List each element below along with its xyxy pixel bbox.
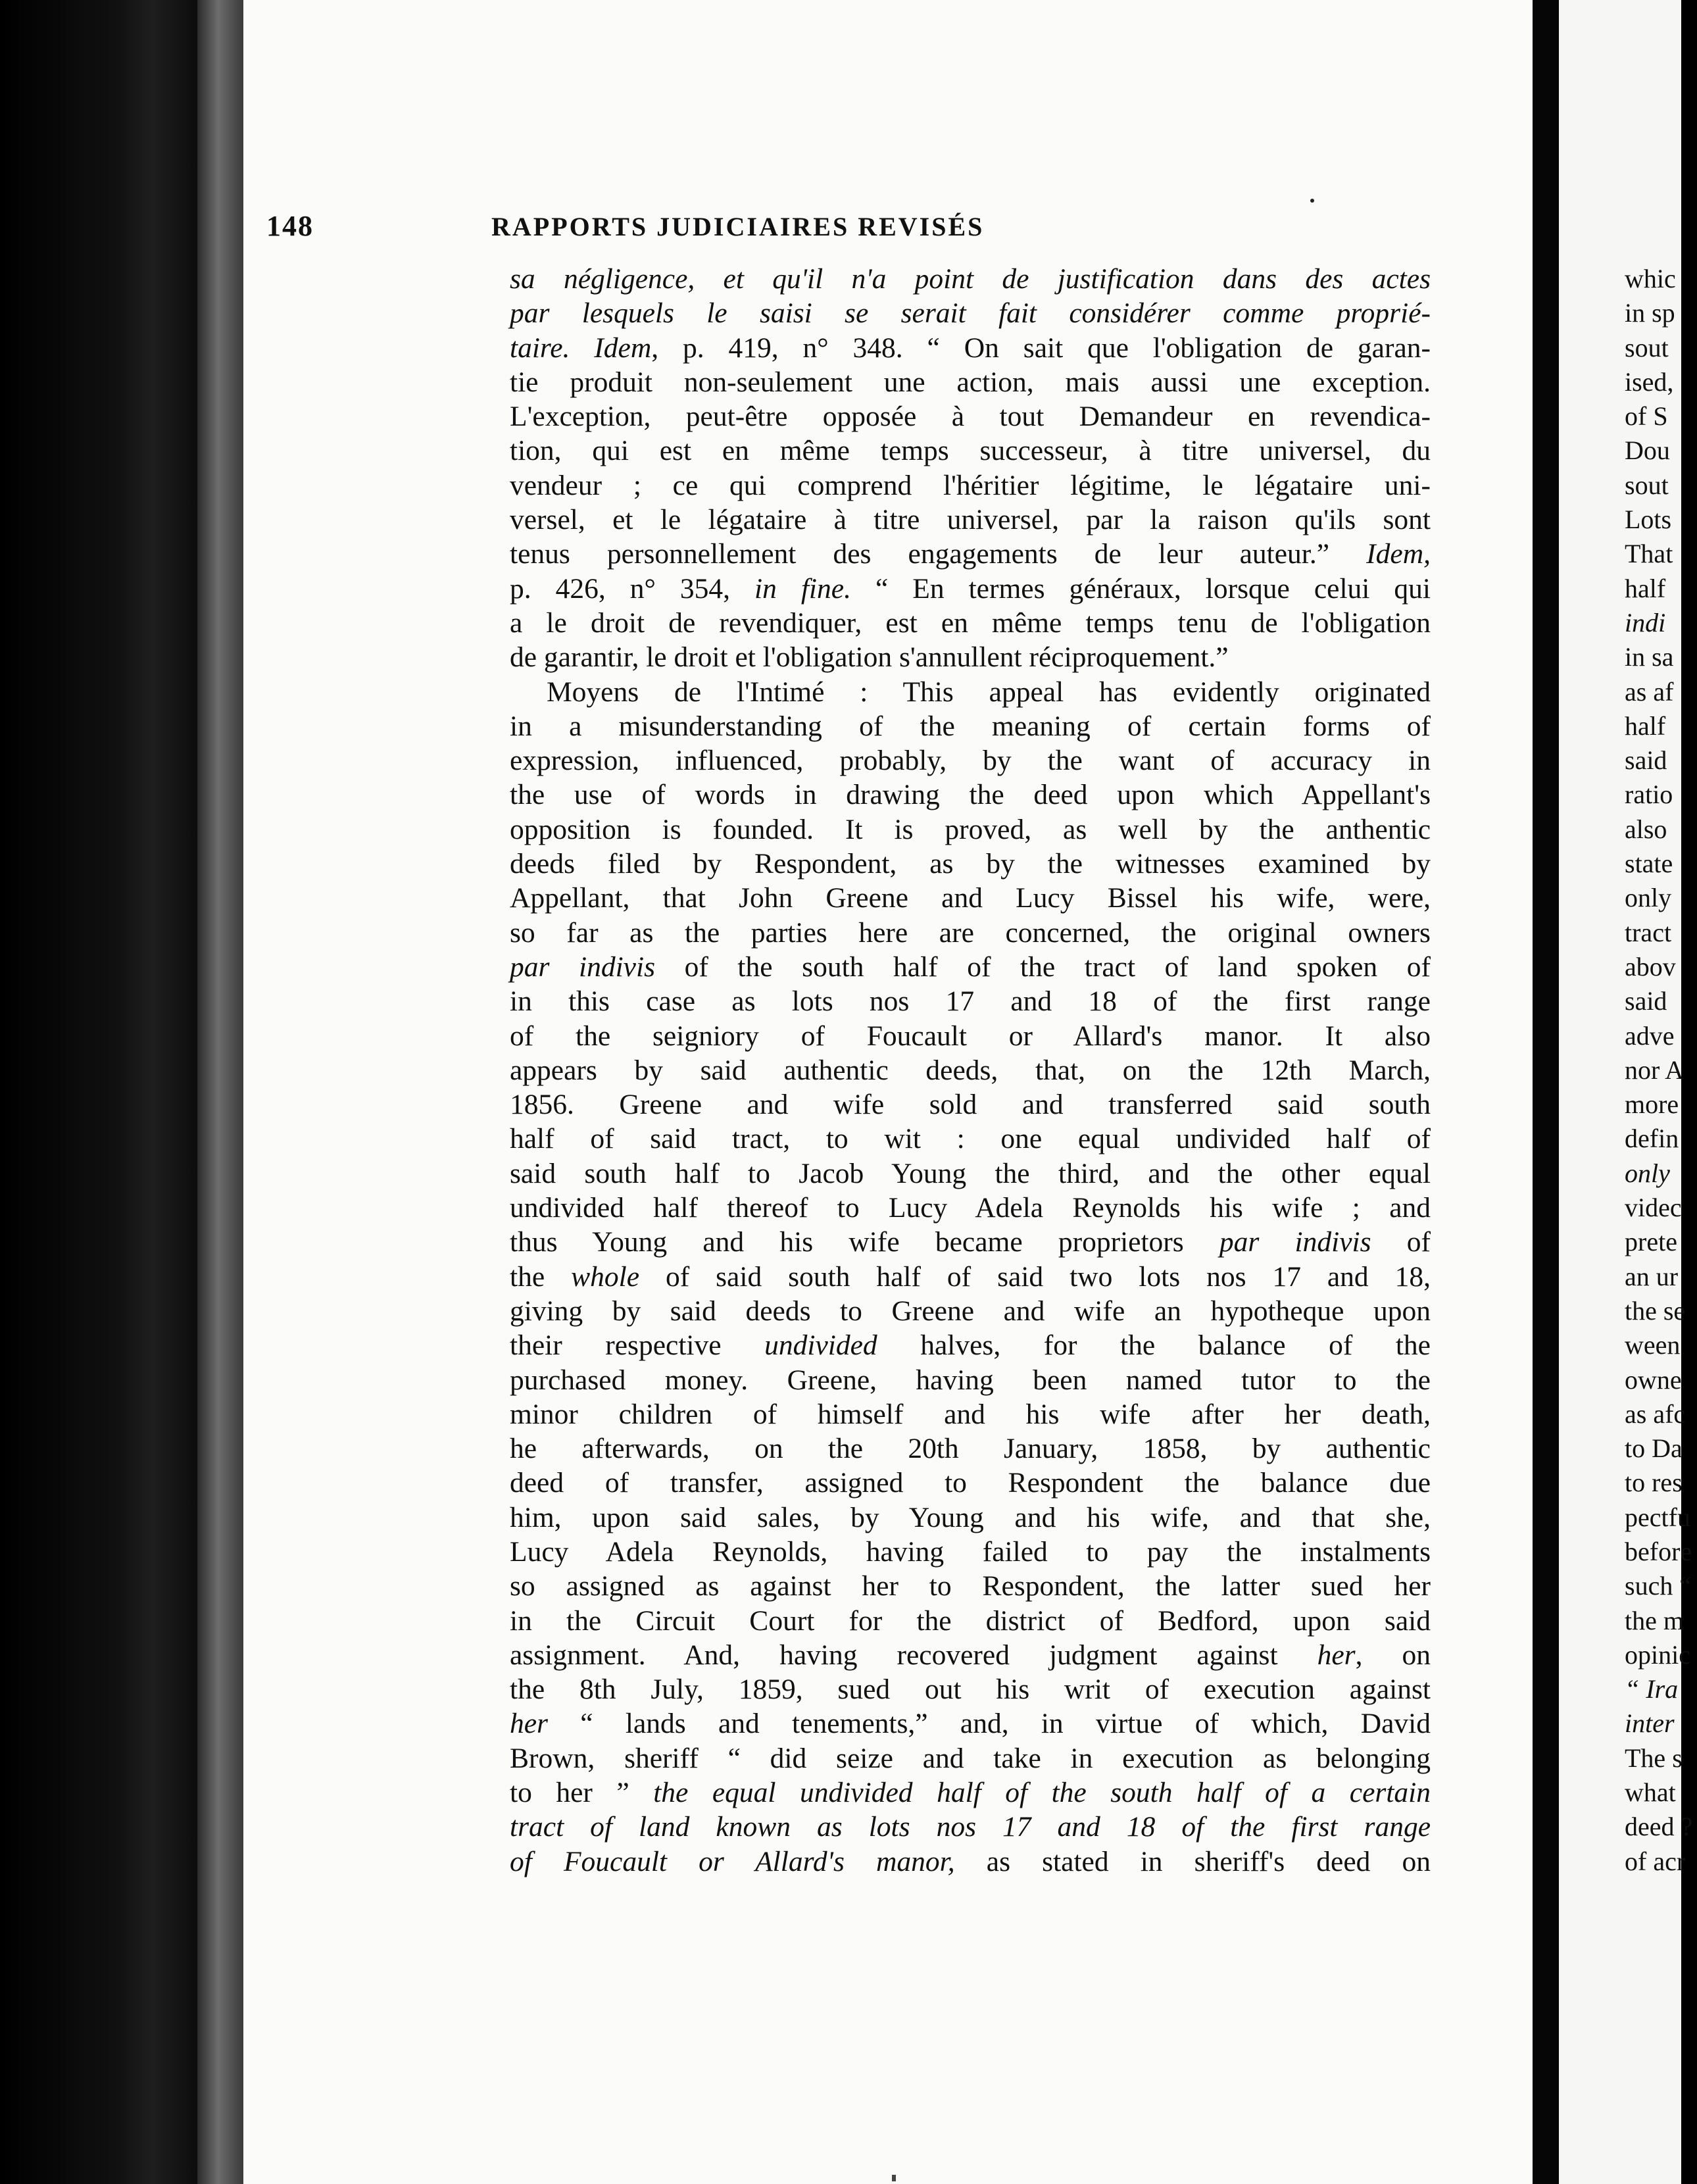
text-line (510, 1775, 1431, 1810)
page-number: 148 (266, 210, 314, 242)
text-segment: thus Young and his wife became proprietors (510, 1226, 1219, 1258)
right-page-fragment: The s (1625, 1743, 1683, 1773)
text-line: Lucy Adela Reynolds, having failed to pay the instalments (510, 1535, 1431, 1568)
right-page-fragment: “ Ira (1625, 1674, 1679, 1704)
right-page-fragment: indi (1625, 607, 1666, 637)
text-line: Appellant, that John Greene and Lucy Bissel his wife, were, (510, 882, 1431, 914)
right-page-fragment: whic (1625, 264, 1676, 293)
right-page-fragment: in sa (1625, 642, 1674, 672)
text-segment: tenus personnellement des engagements de leur auteur.” (510, 538, 1367, 570)
text-segment: halves, for the balance of the (877, 1329, 1431, 1362)
right-page-fragment: nor A (1625, 1055, 1684, 1085)
text-segment: “ lands and tenements,” and, in virtue of which, David (548, 1708, 1431, 1740)
text-line: par lesquels le saisi se serait fait considérer comme proprié- (510, 297, 1431, 330)
text-line: versel, et le légataire à titre universel, par la raison qu'ils sont (510, 504, 1431, 536)
right-page-fragment: in sp (1625, 298, 1675, 328)
text-segment: par indivis (510, 951, 656, 983)
text-line: expression, influenced, probably, by the want of accuracy in (510, 745, 1431, 777)
text-line (510, 1706, 1431, 1741)
text-segment: her (510, 1708, 548, 1740)
text-line: de garantir, le droit et l'obligation s'annullent réciproquement.” (510, 641, 1229, 674)
text-line: so assigned as against her to Respondent, the latter sued her (510, 1570, 1431, 1602)
text-line: deed of transfer, assigned to Respondent the balance due (510, 1467, 1431, 1499)
text-line: tie produit non-seulement une action, mais aussi une exception. (510, 366, 1431, 398)
text-line: 1856. Greene and wife sold and transferred said south (510, 1089, 1431, 1121)
text-segment: in fine. (754, 572, 851, 605)
right-page-fragment: an ur (1625, 1261, 1679, 1291)
right-page-fragment: opinic (1625, 1639, 1690, 1670)
text-line: the 8th July, 1859, sued out his writ of execution against (510, 1674, 1431, 1706)
text-line: minor children of himself and his wife after her death, (510, 1398, 1431, 1430)
text-segment: of the south half of the tract of land spoken of (655, 951, 1431, 983)
text-segment: of (1371, 1226, 1431, 1258)
text-line: half of said tract, to wit : one equal undivided half of (510, 1123, 1431, 1155)
text-segment: of Foucault or Allard's manor, (510, 1845, 955, 1877)
right-page-fragment: half (1625, 710, 1666, 741)
right-page-fragment: ratio (1625, 780, 1673, 810)
book-spine-shadow (0, 0, 217, 2184)
text-line: sa négligence, et qu'il n'a point de justification dans des actes (510, 263, 1431, 295)
text-line: Moyens de l'Intimé : This appeal has evidently originated (547, 676, 1431, 708)
text-segment: taire. Idem (510, 332, 652, 364)
right-page-fragment: only (1625, 1158, 1670, 1188)
text-line: in a misunderstanding of the meaning of certain forms of (510, 710, 1431, 742)
text-line: appears by said authentic deeds, that, on the 12th March, (510, 1054, 1431, 1086)
text-line: tract of land known as lots nos 17 and 18 of the first range (510, 1811, 1431, 1843)
text-line: in the Circuit Court for the district of Bedford, upon said (510, 1604, 1431, 1637)
right-page-fragment: tract (1625, 917, 1672, 947)
right-page-fragment: pectfu (1625, 1502, 1690, 1532)
right-page-fragment: what (1625, 1777, 1676, 1808)
text-line: a le droit de revendiquer, est en même temps tenu de l'obligation (510, 607, 1431, 639)
right-page-fragment: sout (1625, 332, 1669, 362)
right-page-fragment: said (1625, 745, 1667, 776)
text-line (510, 1260, 1431, 1294)
right-page-fragment: ween (1625, 1330, 1681, 1360)
page-gutter (1533, 0, 1559, 2184)
right-page-text-fragments (1625, 262, 1697, 1879)
right-page-fragment: also (1625, 814, 1667, 844)
text-line (510, 1638, 1431, 1672)
page-header (266, 209, 1200, 243)
right-page-fragment: as af (1625, 676, 1674, 707)
text-line (510, 1225, 1431, 1259)
text-line (510, 331, 1431, 365)
right-page-fragment: videc (1625, 1193, 1682, 1223)
text-segment: “ En termes généraux, lorsque celui qui (850, 572, 1431, 605)
text-segment: Idem, (1366, 538, 1431, 570)
right-page-fragment: defin (1625, 1124, 1679, 1154)
text-segment: , p. 419, n° 348. “ On sait que l'obligation de garan- (651, 332, 1431, 364)
text-line: him, upon said sales, by Young and his wife, and that she, (510, 1501, 1431, 1533)
text-line (510, 1328, 1431, 1362)
text-line: the use of words in drawing the deed upon which Appellant's (510, 779, 1431, 811)
right-page-fragment: state (1625, 849, 1673, 879)
text-segment: undivided (764, 1329, 877, 1362)
text-segment: the equal undivided half of the south half of a certain (653, 1777, 1431, 1809)
right-page-fragment: abov (1625, 951, 1676, 981)
right-page-fragment: owne (1625, 1364, 1682, 1395)
right-page-fragment: inter (1625, 1708, 1675, 1739)
text-segment: whole (571, 1260, 640, 1293)
text-line (510, 1845, 1431, 1879)
right-page-fragment: to Da (1625, 1433, 1683, 1464)
text-line: so far as the parties here are concerned, the original owners (510, 916, 1431, 949)
text-line: giving by said deeds to Greene and wife an hypotheque upon (510, 1295, 1431, 1327)
text-segment: , on (1355, 1639, 1431, 1671)
right-page-fragment: sout (1625, 470, 1669, 500)
text-line: opposition is founded. It is proved, as well by the anthentic (510, 813, 1431, 845)
right-page-fragment: as afc (1625, 1399, 1686, 1429)
right-page-fragment: Dou (1625, 435, 1670, 466)
right-page-fragment: adve (1625, 1020, 1675, 1051)
right-page-fragment: Lots (1625, 505, 1672, 535)
ink-speck (892, 2175, 896, 2181)
text-segment: p. 426, n° 354, (510, 572, 755, 605)
text-line: deeds filed by Respondent, as by the witnesses examined by (510, 848, 1431, 880)
right-page-fragment: such “ (1625, 1571, 1692, 1601)
text-line: purchased money. Greene, having been named tutor to the (510, 1364, 1431, 1396)
text-line: Brown, sheriff “ did seize and take in execution as belonging (510, 1742, 1431, 1774)
text-line: in this case as lots nos 17 and 18 of the first range (510, 985, 1431, 1018)
book-page-edges (197, 0, 243, 2184)
text-segment: as stated in sheriff's deed on (954, 1845, 1431, 1877)
ink-speck (1310, 199, 1314, 203)
text-segment: the (510, 1260, 572, 1293)
running-head: RAPPORTS JUDICIAIRES REVISÉS (491, 212, 985, 241)
text-line (510, 537, 1431, 571)
right-page-fragment: ised, (1625, 366, 1674, 397)
right-page-fragment: of acr (1625, 1846, 1686, 1876)
text-line: vendeur ; ce qui comprend l'héritier légitime, le légataire uni- (510, 469, 1431, 501)
text-segment: assignment. And, having recovered judgment against (510, 1639, 1317, 1671)
right-page-fragment: only (1625, 883, 1672, 913)
right-page-fragment: the m (1625, 1605, 1684, 1635)
right-page-fragment: to res (1625, 1468, 1683, 1498)
text-line: undivided half thereof to Lucy Adela Reynolds his wife ; and (510, 1192, 1431, 1224)
right-page-fragment: deed ? (1625, 1812, 1693, 1842)
text-line (510, 950, 1431, 984)
text-line: he afterwards, on the 20th January, 1858, by authentic (510, 1433, 1431, 1465)
right-page-fragment: That (1625, 539, 1673, 569)
text-segment: her (1317, 1639, 1356, 1671)
right-page-fragment: half (1625, 573, 1666, 603)
text-segment: par indivis (1219, 1226, 1371, 1258)
text-line (510, 572, 1431, 606)
text-segment: their respective (510, 1329, 765, 1362)
right-page-fragment: more (1625, 1089, 1679, 1120)
text-segment: of said south half of said two lots nos 17 and 18, (639, 1260, 1431, 1293)
text-line: of the seigniory of Foucault or Allard's manor. It also (510, 1020, 1431, 1052)
text-line: L'exception, peut-être opposée à tout Demandeur en revendica- (510, 401, 1431, 433)
right-page-fragment: before (1625, 1536, 1692, 1566)
right-page-fragment: of S (1625, 401, 1668, 432)
text-segment: to her ” (510, 1777, 654, 1809)
right-page-fragment: said (1625, 986, 1667, 1016)
text-line: tion, qui est en même temps successeur, à titre universel, du (510, 435, 1431, 467)
right-page-fragment: the se (1625, 1295, 1686, 1326)
right-page-fragment: prete (1625, 1227, 1677, 1257)
text-line: said south half to Jacob Young the third, and the other equal (510, 1157, 1431, 1189)
body-text (510, 262, 1431, 1879)
